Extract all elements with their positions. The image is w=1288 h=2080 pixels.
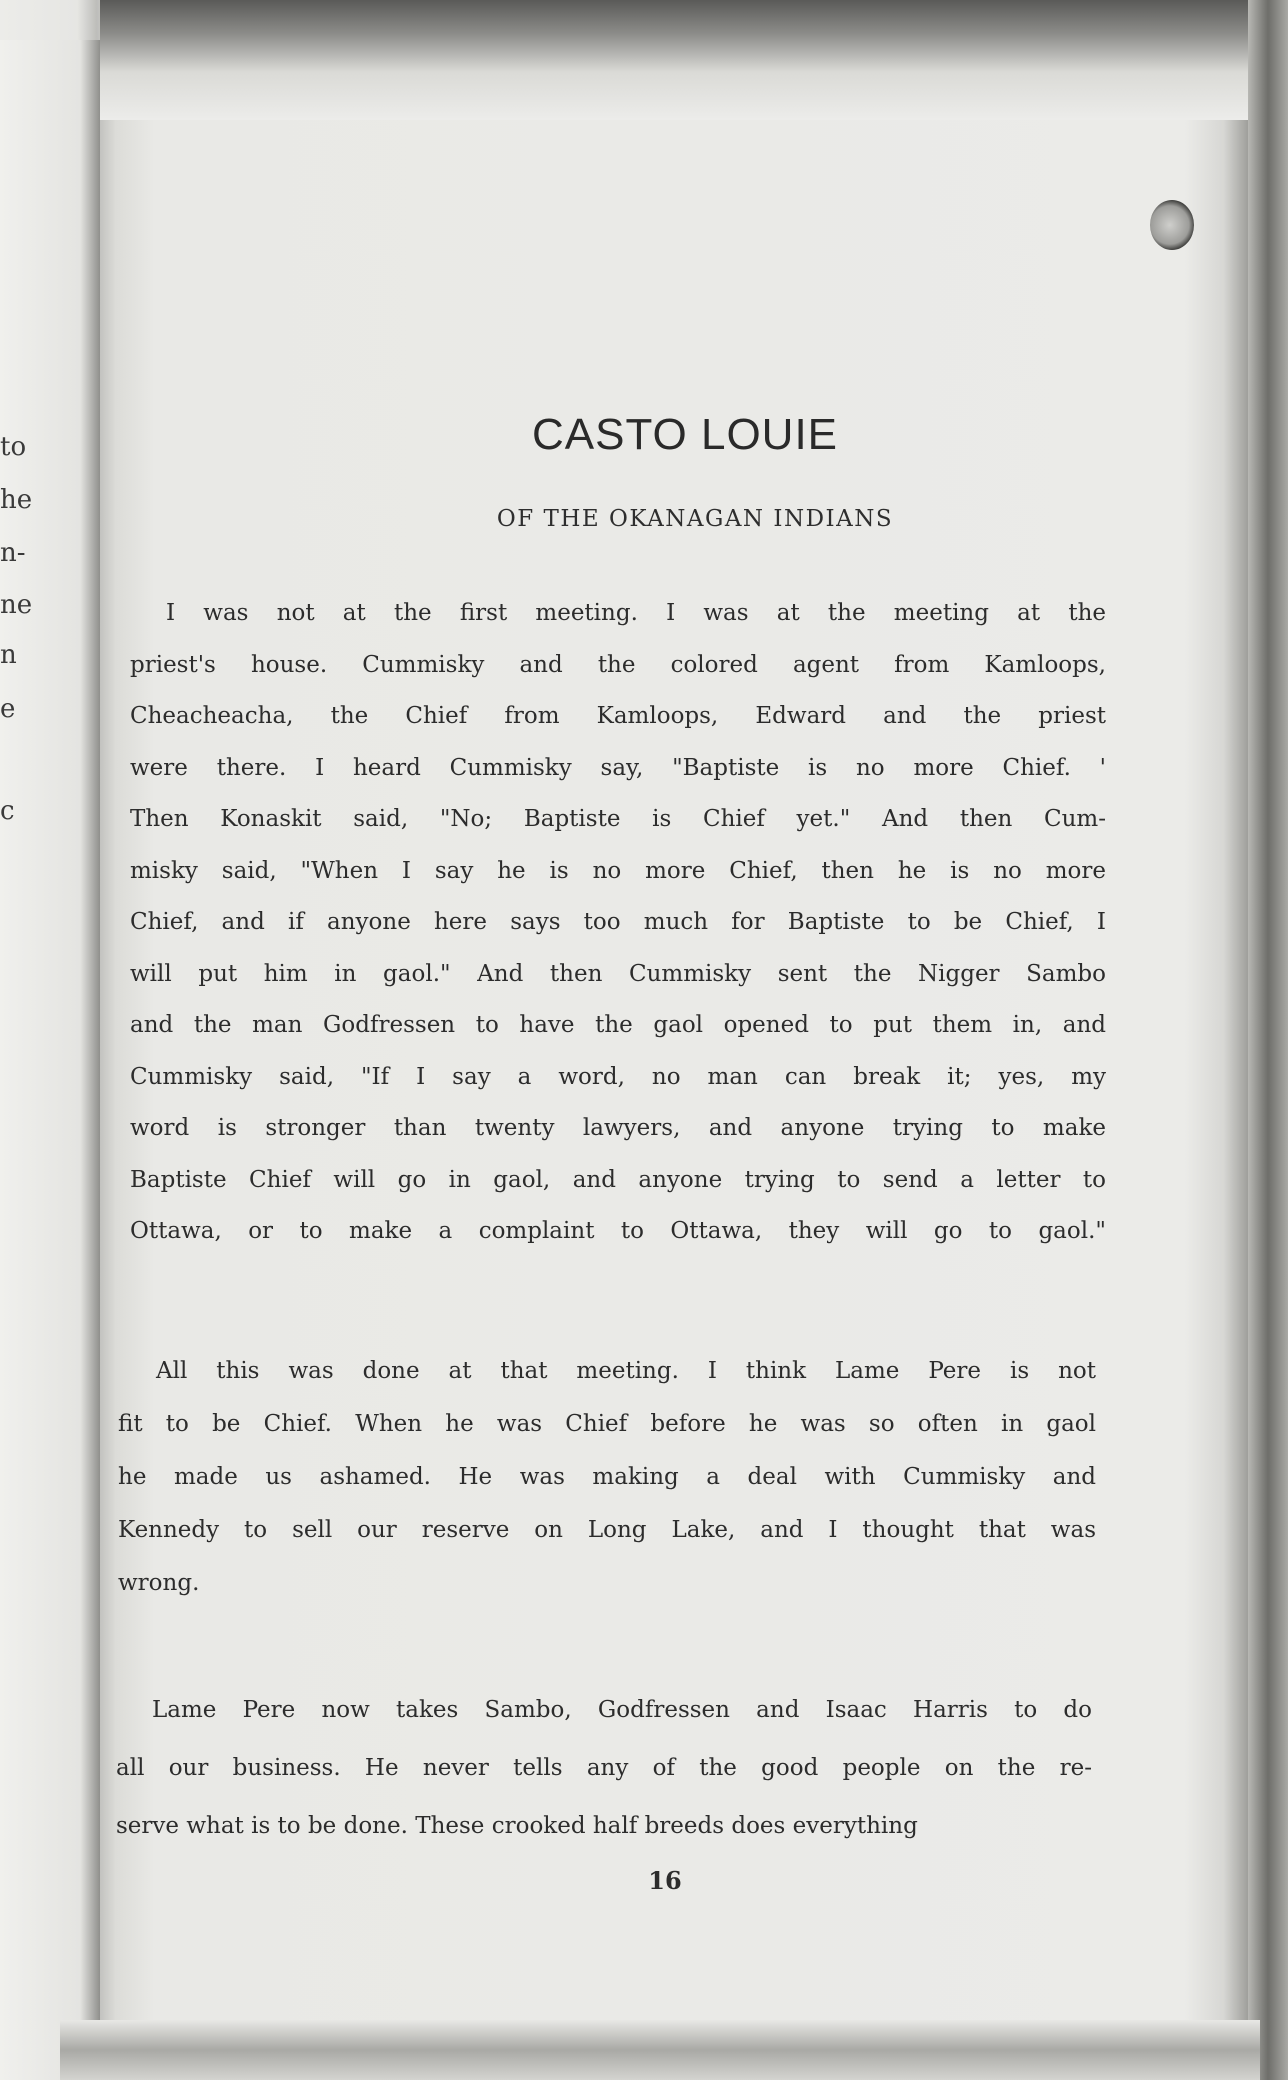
- facing-page-fragment: n-: [0, 538, 26, 568]
- paragraph-line: misky said, "When I say he is no more Chief, then he is no more: [130, 857, 1106, 884]
- paragraph-line: I was not at the first meeting. I was at the meeting at the: [166, 600, 1106, 626]
- paragraph-line: Baptiste Chief will go in gaol, and anyone trying to send a letter to: [130, 1166, 1106, 1193]
- facing-page-fragment: n: [0, 640, 17, 670]
- paragraph-line: Lame Pere now takes Sambo, Godfressen and Isaac Harris to do: [152, 1697, 1092, 1723]
- page-subtitle: OF THE OKANAGAN INDIANS: [496, 506, 894, 532]
- paragraph-line: were there. I heard Cummisky say, "Baptiste is no more Chief. ': [130, 754, 1106, 781]
- paragraph-line: wrong.: [118, 1570, 200, 1596]
- paragraph-line: and the man Godfressen to have the gaol opened to put them in, and: [130, 1012, 1106, 1038]
- facing-page-fragment: ne: [0, 590, 33, 620]
- paragraph-line: he made us ashamed. He was making a deal with Cummisky and: [118, 1464, 1096, 1490]
- paragraph-line: Cheacheacha, the Chief from Kamloops, Edward and the priest: [130, 703, 1106, 729]
- paragraph-line: all our business. He never tells any of the good people on the re-: [116, 1755, 1092, 1781]
- facing-page-fragment: c: [0, 796, 15, 826]
- facing-page-fragment: to: [0, 432, 27, 462]
- paragraph-line: Then Konaskit said, "No; Baptiste is Chief yet." And then Cum-: [130, 806, 1106, 832]
- paragraph-line: will put him in gaol." And then Cummisky sent the Nigger Sambo: [130, 960, 1106, 987]
- body-paragraph: [130, 598, 1106, 1278]
- paragraph-line: Chief, and if anyone here says too much for Baptiste to be Chief, I: [130, 909, 1106, 935]
- page-number: 16: [648, 1866, 682, 1895]
- paragraph-line: fit to be Chief. When he was Chief before he was so often in gaol: [118, 1411, 1096, 1437]
- paragraph-line: All this was done at that meeting. I think Lame Pere is not: [156, 1358, 1096, 1384]
- paragraph-line: Cummisky said, "If I say a word, no man can break it; yes, my: [130, 1063, 1106, 1090]
- bottom-page-edge: [60, 2020, 1260, 2080]
- paragraph-line: word is stronger than twenty lawyers, and anyone trying to make: [130, 1115, 1106, 1141]
- facing-page-fragment: e: [0, 694, 16, 724]
- paragraph-line: Ottawa, or to make a complaint to Ottawa, they will go to gaol.": [130, 1218, 1106, 1244]
- paragraph-line: serve what is to be done. These crooked half breeds does everything: [116, 1813, 918, 1839]
- right-binding-edge: [1248, 0, 1288, 2080]
- page-title: CASTO LOUIE: [531, 410, 839, 459]
- top-page-shadow: [100, 0, 1260, 120]
- paragraph-line: Kennedy to sell our reserve on Long Lake, and I thought that was: [118, 1517, 1096, 1543]
- body-paragraph: [118, 1356, 1096, 1616]
- punch-hole: [1150, 200, 1194, 250]
- body-paragraph: [116, 1695, 1092, 1855]
- paragraph-line: priest's house. Cummisky and the colored agent from Kamloops,: [130, 651, 1106, 678]
- facing-page-fragment: he: [0, 485, 33, 515]
- facing-page-edge: [0, 40, 100, 2080]
